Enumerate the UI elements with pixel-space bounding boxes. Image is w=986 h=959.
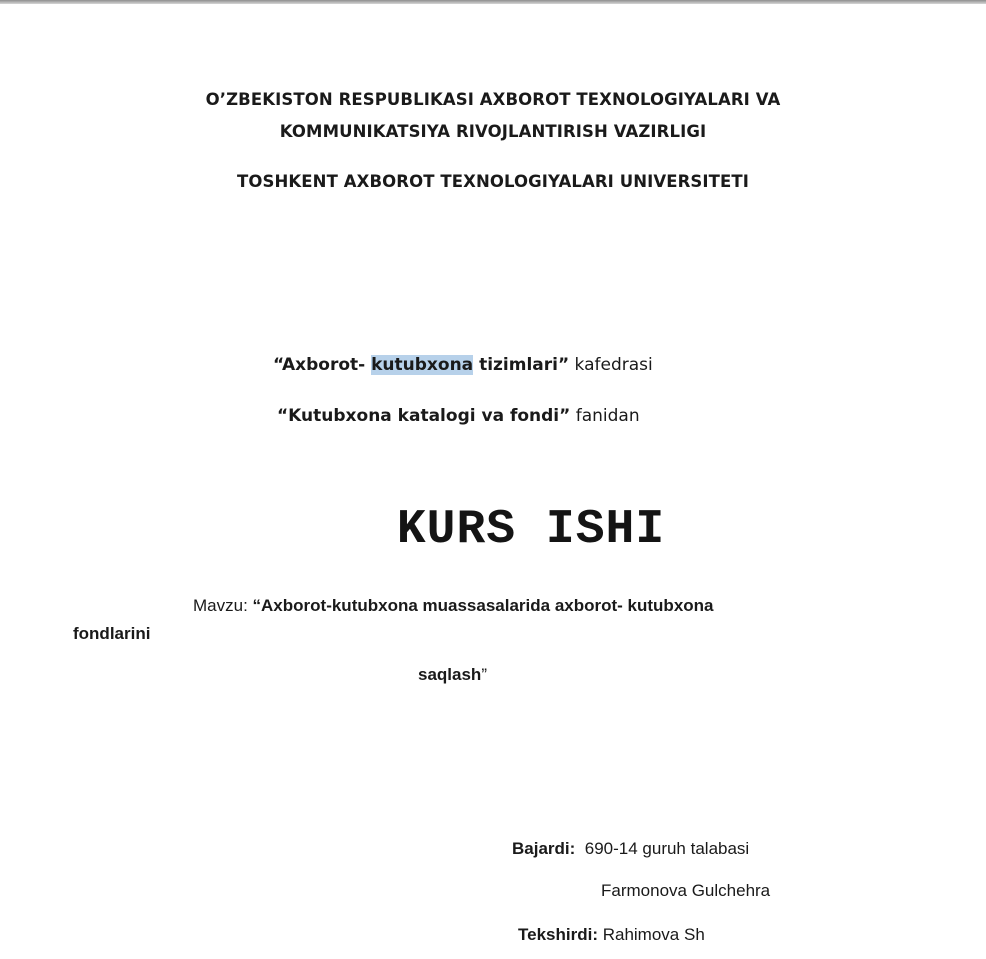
ministry-line-2: KOMMUNIKATSIYA RIVOJLANTIRISH VAZIRLIGI <box>279 122 707 141</box>
checker-line <box>518 925 705 945</box>
topic-line-3 <box>418 665 487 685</box>
ministry-line-1: O’ZBEKISTON RESPUBLIKASI AXBOROT TEXNOLOGIYALARI VA <box>205 90 781 109</box>
topic-line-1 <box>193 596 714 616</box>
checker-label: Tekshirdi: <box>518 925 598 944</box>
checker-name: Rahimova Sh <box>602 925 705 944</box>
department-name-part1: Axborot- <box>281 355 372 375</box>
topic-text-line3: saqlash <box>418 665 482 684</box>
topic-line-2 <box>73 624 150 644</box>
subject-suffix: fanidan <box>570 406 640 426</box>
performer-name: Farmonova Gulchehra <box>601 881 771 900</box>
department-line <box>273 355 653 375</box>
department-open-quote: “ <box>273 355 282 375</box>
department-name-part2: tizimlari” <box>473 355 570 375</box>
window-top-edge <box>0 0 986 4</box>
performer-group: 690-14 guruh talabasi <box>584 839 750 858</box>
department-name-highlight[interactable]: kutubxona <box>371 355 474 375</box>
performer-label: Bajardi: <box>512 839 576 858</box>
subject-name: “Kutubxona katalogi va fondi” <box>277 406 571 426</box>
topic-label: Mavzu: <box>193 596 253 615</box>
topic-text-line2: fondlarini <box>73 624 151 643</box>
department-suffix: kafedrasi <box>569 355 653 375</box>
university-name: TOSHKENT AXBOROT TEXNOLOGIYALARI UNIVERSITETI <box>237 172 749 191</box>
topic-close-quote: ” <box>481 665 487 684</box>
subject-line <box>277 406 640 426</box>
document-title: KURS ISHI <box>396 503 666 557</box>
topic-text-line1: Axborot-kutubxona muassasalarida axborot- kutubxona <box>261 596 714 615</box>
topic-open-quote: “ <box>252 596 262 615</box>
performer-line <box>512 839 749 859</box>
